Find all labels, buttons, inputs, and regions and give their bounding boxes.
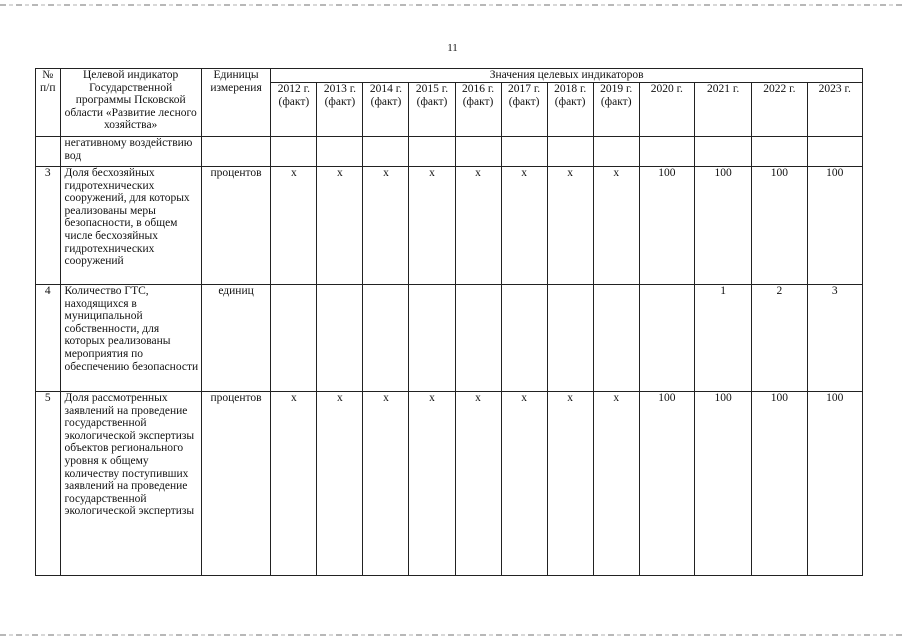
row-value: х xyxy=(363,392,409,576)
header-indicator: Целевой индикатор Государственной программы Псковской области «Развитие лесного хозяйства» xyxy=(60,69,201,137)
header-year: 2020 г. xyxy=(639,83,694,137)
row-num xyxy=(36,137,61,167)
row-value: х xyxy=(593,392,639,576)
row-value: х xyxy=(547,167,593,285)
row-value: х xyxy=(409,392,455,576)
row-value: х xyxy=(501,392,547,576)
row-value: х xyxy=(363,167,409,285)
row-value: 100 xyxy=(807,167,862,285)
row-value: х xyxy=(455,167,501,285)
header-year: 2015 г. (факт) xyxy=(409,83,455,137)
row-value xyxy=(694,137,751,167)
row-value xyxy=(752,137,807,167)
row-value: 1 xyxy=(694,285,751,392)
header-row xyxy=(36,69,863,83)
table-row xyxy=(36,285,863,392)
header-year: 2022 г. xyxy=(752,83,807,137)
row-value: 100 xyxy=(752,392,807,576)
row-value: 100 xyxy=(807,392,862,576)
header-year: 2023 г. xyxy=(807,83,862,137)
row-value xyxy=(593,137,639,167)
indicators-table xyxy=(35,68,863,576)
row-value: х xyxy=(455,392,501,576)
row-unit: процентов xyxy=(201,392,271,576)
row-value xyxy=(363,285,409,392)
row-value xyxy=(317,285,363,392)
scan-edge-bottom xyxy=(0,634,905,636)
row-value: 2 xyxy=(752,285,807,392)
row-value xyxy=(455,285,501,392)
row-value xyxy=(501,285,547,392)
table-row xyxy=(36,167,863,285)
row-value: х xyxy=(317,392,363,576)
header-units: Единицы измерения xyxy=(201,69,271,137)
header-num: № п/п xyxy=(36,69,61,137)
row-value: х xyxy=(501,167,547,285)
row-value xyxy=(593,285,639,392)
header-year: 2021 г. xyxy=(694,83,751,137)
header-year: 2013 г. (факт) xyxy=(317,83,363,137)
table-row xyxy=(36,392,863,576)
row-value xyxy=(455,137,501,167)
row-value: х xyxy=(409,167,455,285)
row-value xyxy=(639,285,694,392)
row-value: х xyxy=(547,392,593,576)
row-value: х xyxy=(271,392,317,576)
row-indicator-name: негативному воздействию вод xyxy=(60,137,201,167)
row-num: 4 xyxy=(36,285,61,392)
header-year: 2016 г. (факт) xyxy=(455,83,501,137)
row-value xyxy=(317,137,363,167)
row-indicator-name: Доля бесхозяйных гидротехнических сооружений, для которых реализованы меры безопасности, в общем числе бесхозяйных гидротехнических сооружений xyxy=(60,167,201,285)
row-value xyxy=(501,137,547,167)
row-value: 100 xyxy=(639,167,694,285)
table-row xyxy=(36,137,863,167)
row-value: х xyxy=(593,167,639,285)
row-value xyxy=(639,137,694,167)
header-year: 2014 г. (факт) xyxy=(363,83,409,137)
row-value: 3 xyxy=(807,285,862,392)
row-value xyxy=(409,285,455,392)
row-value xyxy=(363,137,409,167)
row-value: 100 xyxy=(639,392,694,576)
row-value xyxy=(547,285,593,392)
header-year: 2019 г. (факт) xyxy=(593,83,639,137)
row-value xyxy=(409,137,455,167)
header-year: 2012 г. (факт) xyxy=(271,83,317,137)
header-year: 2017 г. (факт) xyxy=(501,83,547,137)
header-year: 2018 г. (факт) xyxy=(547,83,593,137)
row-indicator-name: Количество ГТС, находящихся в муниципальной собственности, для которых реализованы мероприятия по обеспечению безопасности xyxy=(60,285,201,392)
row-value xyxy=(807,137,862,167)
row-value: х xyxy=(317,167,363,285)
row-value xyxy=(547,137,593,167)
row-value: х xyxy=(271,167,317,285)
header-values-group: Значения целевых индикаторов xyxy=(271,69,863,83)
row-unit: единиц xyxy=(201,285,271,392)
row-unit: процентов xyxy=(201,167,271,285)
row-value: 100 xyxy=(694,167,751,285)
row-num: 5 xyxy=(36,392,61,576)
row-value: 100 xyxy=(694,392,751,576)
scan-edge-top xyxy=(0,4,905,6)
row-unit xyxy=(201,137,271,167)
row-value: 100 xyxy=(752,167,807,285)
row-num: 3 xyxy=(36,167,61,285)
page-number: 11 xyxy=(447,42,458,54)
row-value xyxy=(271,137,317,167)
row-value xyxy=(271,285,317,392)
row-indicator-name: Доля рассмотренных заявлений на проведение государственной экологической экспертизы объектов регионального уровня к общему количеству поступивших заявлений на проведение государственной экологической экспертизы xyxy=(60,392,201,576)
